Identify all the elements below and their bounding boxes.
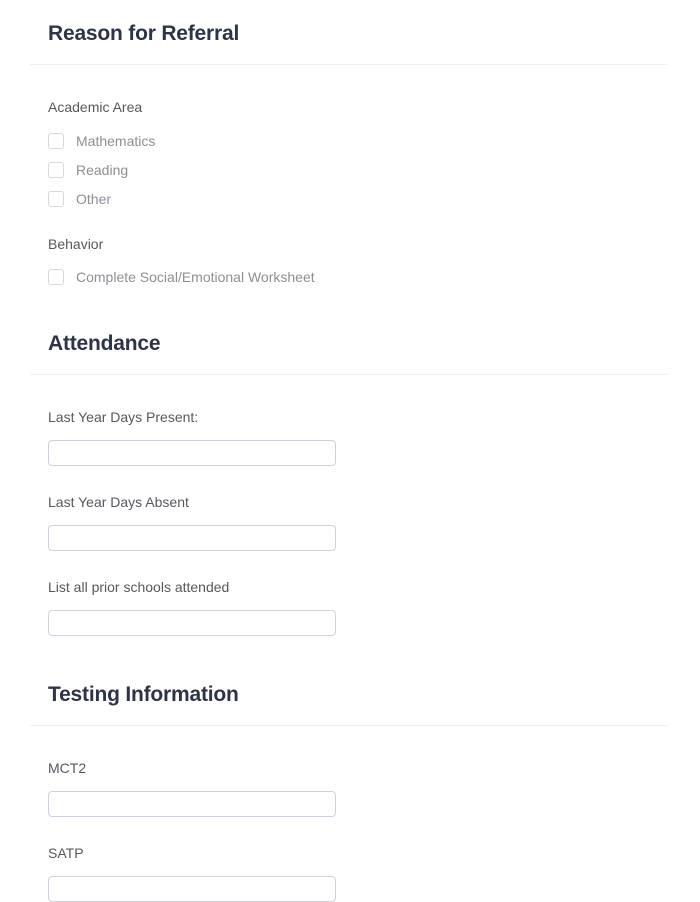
spacer [0,73,700,100]
section-heading-reason-for-referral: Reason for Referral [48,22,240,45]
spacer [0,734,700,761]
group-label-academic-area: Academic Area [48,99,143,115]
checkbox-icon[interactable] [48,191,64,207]
spacer [0,44,700,56]
field-label-last-year-days-present: Last Year Days Present: [48,409,199,425]
spacer [0,860,700,876]
checkbox-label-other: Other [76,191,112,207]
section-divider-testing [30,725,668,726]
field-label-last-year-days-absent: Last Year Days Absent [48,494,189,510]
input-satp[interactable] [48,876,336,902]
spacer [0,466,700,495]
checkbox-row-social-emotional-worksheet[interactable] [0,269,700,285]
spacer [0,354,700,366]
spacer [0,775,700,791]
input-last-year-days-present[interactable] [48,440,336,466]
spacer [0,285,700,333]
spacer [0,114,700,133]
checkbox-row-reading[interactable] [0,162,700,178]
spacer [0,551,700,580]
spacer [0,705,700,717]
input-mct2[interactable] [48,791,336,817]
field-label-satp: SATP [48,845,84,861]
spacer [0,817,700,846]
group-label-behavior: Behavior [48,236,104,252]
section-testing-information [0,684,700,902]
section-reason-for-referral [0,0,700,285]
field-label-mct2: MCT2 [48,760,87,776]
checkbox-row-mathematics[interactable] [0,133,700,149]
field-label-list-prior-schools: List all prior schools attended [48,579,230,595]
input-list-prior-schools[interactable] [48,610,336,636]
section-divider-reason [30,64,668,65]
section-divider-attendance [30,374,668,375]
spacer [0,509,700,525]
spacer [0,251,700,269]
input-last-year-days-absent[interactable] [48,525,336,551]
section-heading-attendance: Attendance [48,332,161,355]
checkbox-icon[interactable] [48,269,64,285]
checkbox-label-reading: Reading [76,162,129,178]
checkbox-icon[interactable] [48,133,64,149]
spacer [0,424,700,440]
checkbox-icon[interactable] [48,162,64,178]
spacer [0,594,700,610]
section-attendance [0,333,700,636]
spacer [0,207,700,237]
spacer-top [0,0,700,23]
spacer [0,149,700,162]
checkbox-label-social-emotional-worksheet: Complete Social/Emotional Worksheet [76,269,315,285]
spacer [0,383,700,410]
checkbox-label-mathematics: Mathematics [76,133,156,149]
spacer [0,636,700,684]
spacer [0,178,700,191]
section-heading-testing-information: Testing Information [48,683,239,706]
checkbox-row-other[interactable] [0,191,700,207]
